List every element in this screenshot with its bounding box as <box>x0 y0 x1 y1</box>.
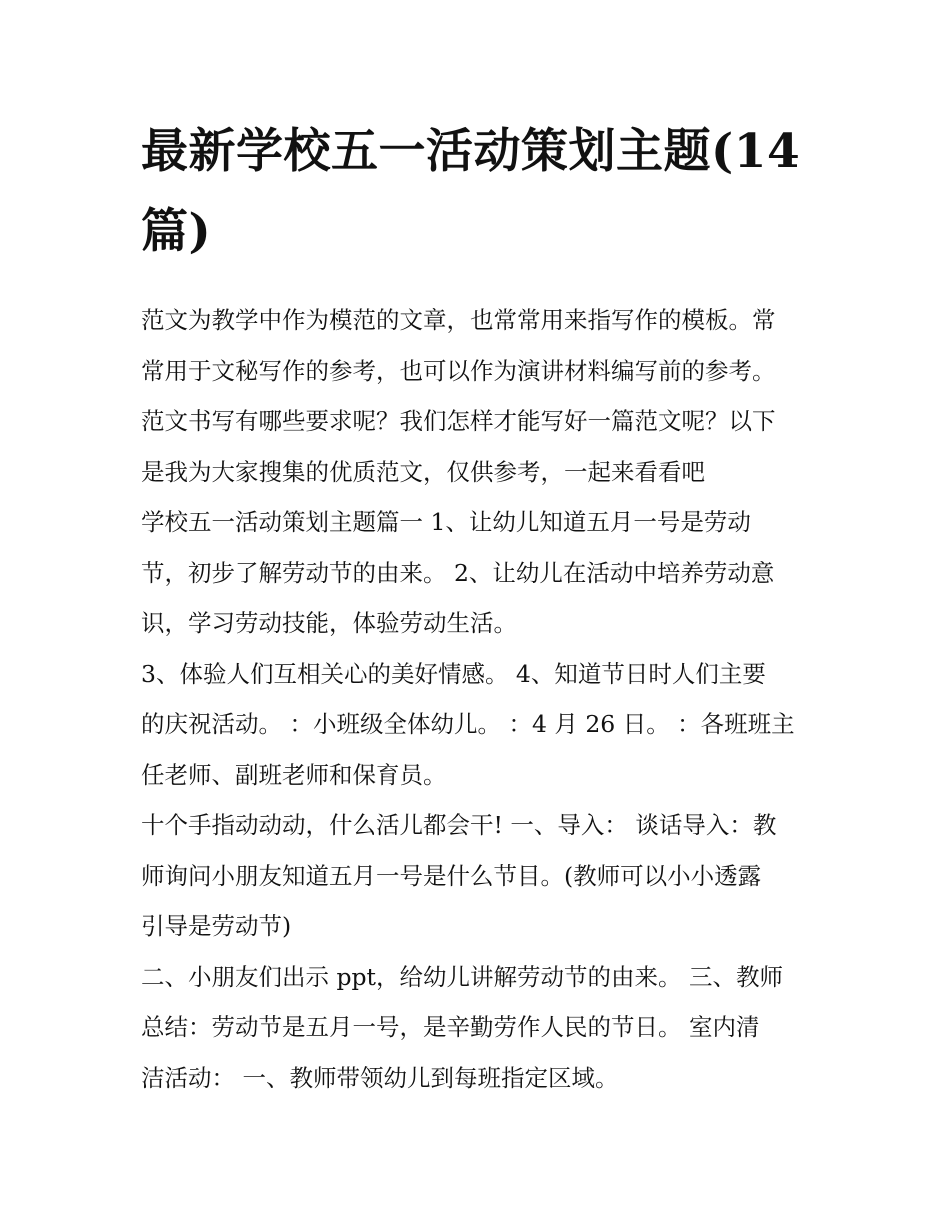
text-line: 节，初步了解劳动节的由来。 2、让幼儿在活动中培养劳动意 <box>141 558 775 587</box>
text-line: 是我为大家搜集的优质范文，仅供参考，一起来看看吧 <box>141 457 705 486</box>
paragraph-intro <box>141 295 817 497</box>
title-spacing <box>141 272 817 295</box>
document-body <box>141 112 817 1103</box>
text-line: 常用于文秘写作的参考，也可以作为演讲材料编写前的参考。 <box>141 356 776 385</box>
text-line: 的庆祝活动。 ：小班级全体幼儿。 ：4 月 26 日。 ：各班班主 <box>141 710 795 738</box>
text-line: 师询问小朋友知道五月一号是什么节目。(教师可以小小透露 <box>141 861 762 890</box>
paragraph-goals <box>141 497 817 649</box>
title-line: 最新学校五一活动策划主题(14 <box>141 124 801 179</box>
text-line: 任老师、副班老师和保育员。 <box>141 760 447 789</box>
text-line: 洁活动： 一、教师带领幼儿到每班指定区域。 <box>141 1063 619 1092</box>
text-line: 二、小朋友们出示 ppt，给幼儿讲解劳动节的由来。 三、教师 <box>141 962 783 991</box>
document-title <box>141 112 817 272</box>
paragraph-details <box>141 649 817 801</box>
paragraph-intro-activity <box>141 800 817 952</box>
text-line: 3、体验人们互相关心的美好情感。 4、知道节日时人们主要 <box>141 659 766 688</box>
text-line: 引导是劳动节) <box>141 912 292 940</box>
text-line: 十个手指动动动，什么活儿都会干! 一、导入： 谈话导入：教 <box>141 811 777 839</box>
text-line: 总结：劳动节是五月一号，是辛勤劳作人民的节日。 室内清 <box>141 1013 760 1041</box>
paragraph-activity-steps <box>141 952 817 1104</box>
text-line: 学校五一活动策划主题篇一 1、让幼儿知道五月一号是劳动 <box>141 508 751 536</box>
text-line: 范文为教学中作为模范的文章，也常常用来指写作的模板。常 <box>141 306 776 334</box>
text-line: 识，学习劳动技能，体验劳动生活。 <box>141 609 517 637</box>
text-line: 范文书写有哪些要求呢？我们怎样才能写好一篇范文呢？以下 <box>141 407 776 435</box>
title-line: 篇) <box>141 204 212 259</box>
